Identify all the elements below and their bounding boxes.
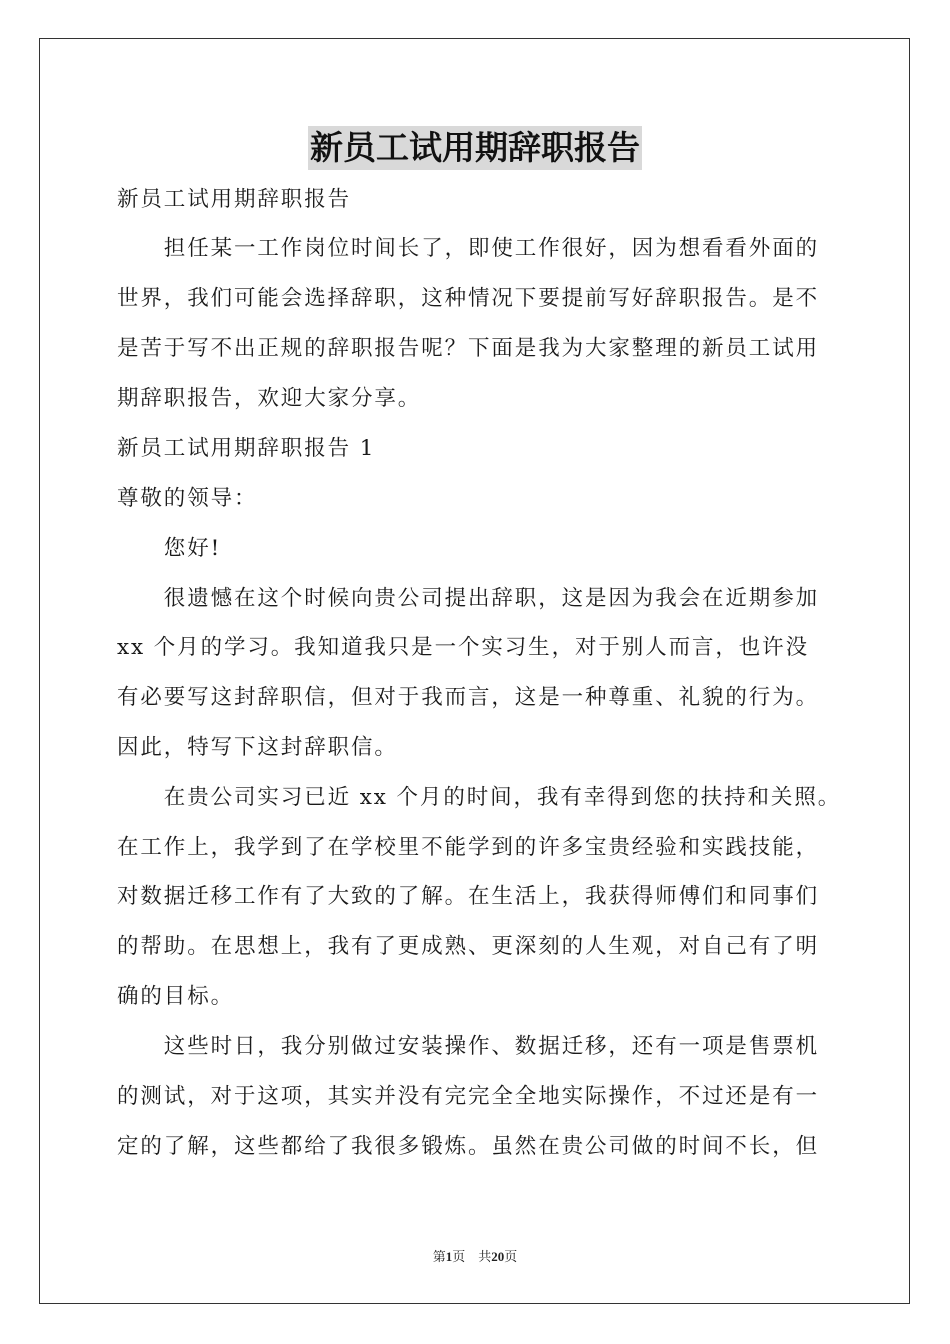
text-line: 尊敬的领导： [117, 486, 258, 511]
text-line: 您好! [117, 536, 222, 561]
text-line: 有必要写这封辞职信，但对于我而言，这是一种尊重、礼貌的行为。 [117, 685, 820, 710]
text-line: 的测试，对于这项，其实并没有完完全全地实际操作，不过还是有一 [117, 1084, 820, 1109]
text-line: 担任某一工作岗位时间长了，即使工作很好，因为想看看外面的 [117, 236, 820, 261]
page-footer [0, 1248, 950, 1267]
text-line: 世界，我们可能会选择辞职，这种情况下要提前写好辞职报告。是不 [117, 286, 820, 311]
text-line: 期辞职报告，欢迎大家分享。 [117, 386, 422, 411]
text-line: xx 个月的学习。我知道我只是一个实习生，对于别人而言，也许没 [117, 635, 809, 660]
text-line: 因此，特写下这封辞职信。 [117, 735, 398, 760]
text-line: 定的了解，这些都给了我很多锻炼。虽然在贵公司做的时间不长，但 [117, 1134, 820, 1159]
text-line: 新员工试用期辞职报告 [117, 187, 352, 212]
title-wrap [0, 126, 950, 170]
text-line: 在工作上，我学到了在学校里不能学到的许多宝贵经验和实践技能， [117, 835, 820, 860]
text-line: 新员工试用期辞职报告 1 [117, 436, 376, 461]
page-current: 1 [445, 1249, 453, 1264]
text-line: 的帮助。在思想上，我有了更成熟、更深刻的人生观，对自己有了明 [117, 934, 820, 959]
text-line: 在贵公司实习已近 xx 个月的时间，我有幸得到您的扶持和关照。 [117, 785, 842, 810]
text-line: 是苦于写不出正规的辞职报告呢？下面是我为大家整理的新员工试用 [117, 336, 820, 361]
page-total: 20 [491, 1249, 505, 1264]
text-line: 很遗憾在这个时候向贵公司提出辞职，这是因为我会在近期参加 [117, 586, 820, 611]
text-line: 这些时日，我分别做过安装操作、数据迁移，还有一项是售票机 [117, 1034, 820, 1059]
document-title: 新员工试用期辞职报告 [308, 126, 642, 170]
page-mid: 页 共 [452, 1250, 492, 1265]
page-prefix: 第 [432, 1250, 446, 1265]
page-border [39, 38, 910, 1304]
text-line: 对数据迁移工作有了大致的了解。在生活上，我获得师傅们和同事们 [117, 884, 820, 909]
page-suffix: 页 [504, 1250, 518, 1265]
text-line: 确的目标。 [117, 984, 235, 1009]
